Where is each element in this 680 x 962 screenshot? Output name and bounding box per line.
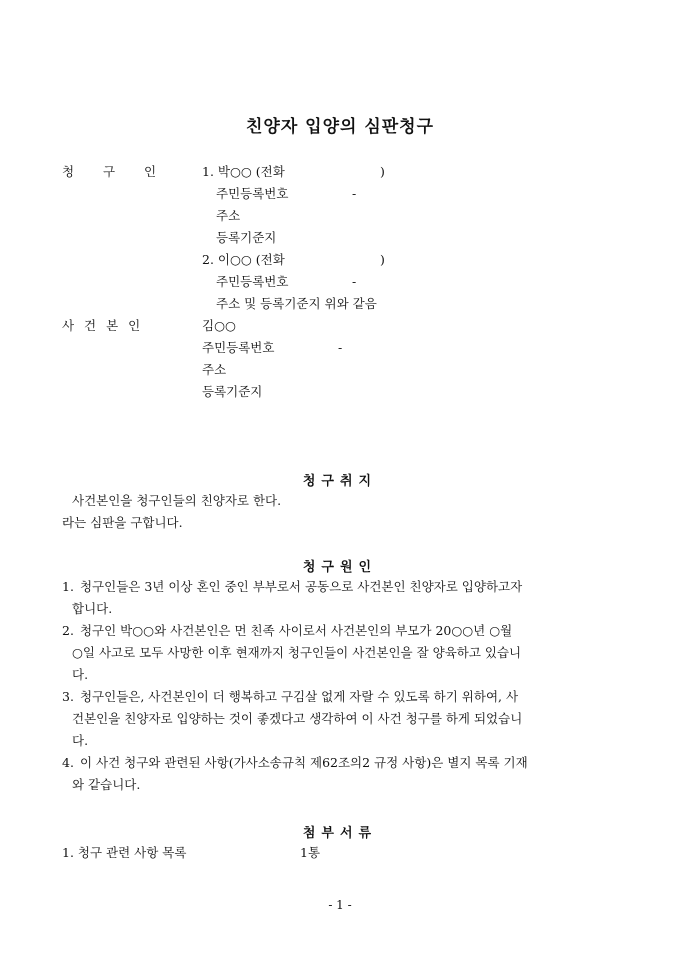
- cause-item-number: 1.: [62, 579, 74, 594]
- cause-item-1: [62, 576, 622, 620]
- cause-item-line: 청구인 박○○와 사건본인은 먼 친족 사이로서 사건본인의 부모가 20○○년 ○월: [79, 623, 513, 638]
- petitioner-2-reg-dash: -: [352, 274, 357, 289]
- page-number: - 1 -: [328, 898, 352, 912]
- cause-item-line: 건본인을 친양자로 입양하는 것이 좋겠다고 생각하여 이 사건 청구를 하게 되었습니: [72, 711, 523, 726]
- cause-item-number: 2.: [62, 623, 74, 638]
- cause-item-3: [62, 686, 622, 752]
- principal-domicile-label: 등록기준지: [202, 384, 263, 399]
- attachments-heading: 첨부서류: [302, 826, 378, 841]
- principal-label: 사 건 본 인: [62, 318, 144, 333]
- petitioner-1-name: 1. 박○○ (전화: [202, 164, 285, 179]
- petitioner-2-name: 2. 이○○ (전화: [202, 252, 285, 267]
- purpose-heading: 청구취지: [302, 474, 378, 489]
- document-title: 친양자 입양의 심판청구: [245, 117, 435, 137]
- principal-address-label: 주소: [202, 362, 227, 377]
- principal-reg-dash: -: [338, 340, 343, 355]
- petitioner-2-reg-label: 주민등록번호: [216, 274, 289, 289]
- purpose-line-1: 사건본인을 청구인들의 친양자로 한다.: [72, 493, 282, 508]
- cause-item-4: [62, 752, 622, 796]
- cause-item-line: 청구인들은, 사건본인이 더 행복하고 구김살 없게 자랄 수 있도록 하기 위하여, 사: [79, 689, 519, 704]
- cause-item-number: 3.: [62, 689, 74, 704]
- cause-item-line: 와 같습니다.: [72, 777, 141, 792]
- attachment-item-1-quantity: 1통: [300, 845, 321, 860]
- cause-item-line: 청구인들은 3년 이상 혼인 중인 부부로서 공동으로 사건본인 친양자로 입양하고자: [79, 579, 523, 594]
- petitioner-1-reg-dash: -: [352, 186, 357, 201]
- cause-item-line: 이 사건 청구와 관련된 사항(가사소송규칙 제62조의2 규정 사항)은 별지 목록 기재: [79, 755, 528, 770]
- principal-reg-label: 주민등록번호: [202, 340, 275, 355]
- principal-name: 김○○: [202, 318, 236, 333]
- cause-item-number: 4.: [62, 755, 74, 770]
- cause-heading: 청구원인: [302, 560, 378, 575]
- petitioner-1-reg-label: 주민등록번호: [216, 186, 289, 201]
- petitioner-1-address-label: 주소: [216, 208, 241, 223]
- cause-item-line: ○일 사고로 모두 사망한 이후 현재까지 청구인들이 사건본인을 잘 양육하고 있습니: [72, 645, 522, 660]
- cause-item-line: 합니다.: [72, 601, 113, 616]
- petitioner-label: 청 구 인: [62, 164, 164, 179]
- cause-item-line: 다.: [72, 667, 89, 682]
- petitioner-1-domicile-label: 등록기준지: [216, 230, 277, 245]
- petitioner-1-phone-close: ): [380, 164, 385, 179]
- purpose-line-2: 라는 심판을 구합니다.: [62, 515, 183, 530]
- cause-item-line: 다.: [72, 733, 89, 748]
- petitioner-2-phone-close: ): [380, 252, 385, 267]
- cause-item-2: [62, 620, 622, 686]
- attachment-item-1: 1. 청구 관련 사항 목록: [62, 845, 187, 860]
- petitioner-2-address-same: 주소 및 등록기준지 위와 같음: [216, 296, 377, 311]
